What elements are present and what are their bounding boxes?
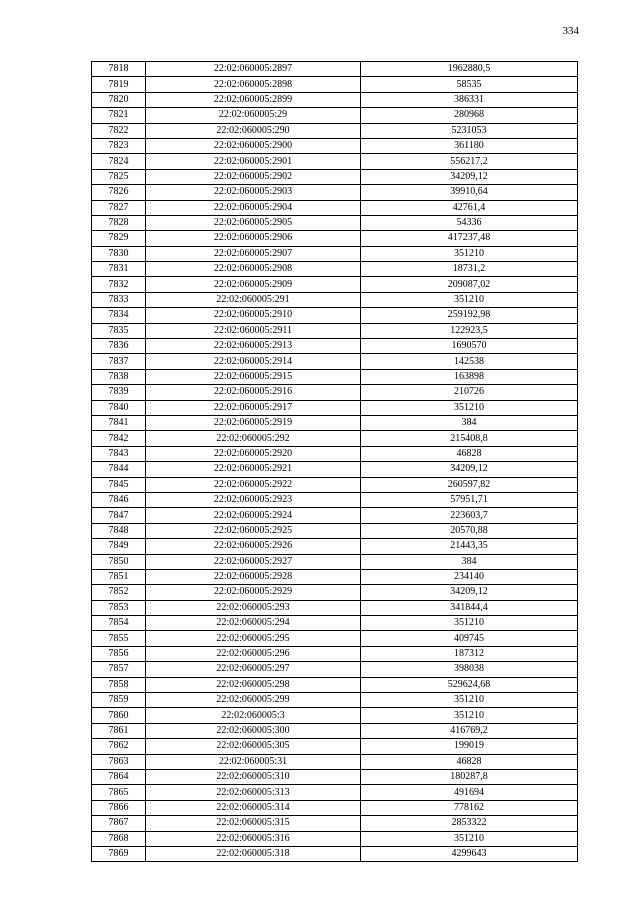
row-number-cell: 7833: [92, 292, 146, 307]
row-number-cell: 7818: [92, 62, 146, 77]
value-cell: 280968: [361, 108, 578, 123]
cadastral-number-cell: 22:02:060005:2900: [146, 138, 361, 153]
value-cell: 5231053: [361, 123, 578, 138]
table-row: [92, 277, 578, 292]
table-row: [92, 600, 578, 615]
row-number-cell: 7827: [92, 200, 146, 215]
row-number-cell: 7856: [92, 646, 146, 661]
row-number-cell: 7842: [92, 431, 146, 446]
value-cell: 351210: [361, 708, 578, 723]
table-row: [92, 369, 578, 384]
value-cell: 341844,4: [361, 600, 578, 615]
cadastral-number-cell: 22:02:060005:2899: [146, 92, 361, 107]
cadastral-number-cell: 22:02:060005:2924: [146, 508, 361, 523]
table-row: [92, 477, 578, 492]
cadastral-number-cell: 22:02:060005:290: [146, 123, 361, 138]
value-cell: 351210: [361, 292, 578, 307]
value-cell: 39910,64: [361, 185, 578, 200]
cadastral-number-cell: 22:02:060005:2903: [146, 185, 361, 200]
table-row: [92, 616, 578, 631]
table-row: [92, 308, 578, 323]
row-number-cell: 7826: [92, 185, 146, 200]
table-row: [92, 169, 578, 184]
cadastral-number-cell: 22:02:060005:2908: [146, 262, 361, 277]
value-cell: 416769,2: [361, 723, 578, 738]
cadastral-number-cell: 22:02:060005:2907: [146, 246, 361, 261]
row-number-cell: 7867: [92, 816, 146, 831]
cadastral-number-cell: 22:02:060005:293: [146, 600, 361, 615]
value-cell: 1962880,5: [361, 62, 578, 77]
row-number-cell: 7819: [92, 77, 146, 92]
table-row: [92, 631, 578, 646]
row-number-cell: 7843: [92, 446, 146, 461]
value-cell: 187312: [361, 646, 578, 661]
table-row: [92, 723, 578, 738]
cadastral-number-cell: 22:02:060005:315: [146, 816, 361, 831]
table-row: [92, 693, 578, 708]
cadastral-number-cell: 22:02:060005:2929: [146, 585, 361, 600]
value-cell: 417237,48: [361, 231, 578, 246]
cadastral-number-cell: 22:02:060005:318: [146, 846, 361, 861]
cadastral-number-cell: 22:02:060005:2915: [146, 369, 361, 384]
value-cell: 529624,68: [361, 677, 578, 692]
cadastral-number-cell: 22:02:060005:2902: [146, 169, 361, 184]
table-row: [92, 154, 578, 169]
cadastral-value-table: [91, 61, 578, 862]
row-number-cell: 7832: [92, 277, 146, 292]
table-row: [92, 769, 578, 784]
value-cell: 351210: [361, 400, 578, 415]
table-row: [92, 554, 578, 569]
cadastral-number-cell: 22:02:060005:292: [146, 431, 361, 446]
table-row: [92, 123, 578, 138]
cadastral-number-cell: 22:02:060005:2928: [146, 569, 361, 584]
cadastral-number-cell: 22:02:060005:300: [146, 723, 361, 738]
cadastral-number-cell: 22:02:060005:31: [146, 754, 361, 769]
row-number-cell: 7858: [92, 677, 146, 692]
cadastral-number-cell: 22:02:060005:2897: [146, 62, 361, 77]
value-cell: 42761,4: [361, 200, 578, 215]
cadastral-number-cell: 22:02:060005:2916: [146, 385, 361, 400]
value-cell: 209087,02: [361, 277, 578, 292]
row-number-cell: 7841: [92, 415, 146, 430]
row-number-cell: 7846: [92, 492, 146, 507]
cadastral-number-cell: 22:02:060005:29: [146, 108, 361, 123]
value-cell: 4299643: [361, 846, 578, 861]
row-number-cell: 7859: [92, 693, 146, 708]
row-number-cell: 7860: [92, 708, 146, 723]
row-number-cell: 7838: [92, 369, 146, 384]
table-row: [92, 292, 578, 307]
table-row: [92, 800, 578, 815]
cadastral-number-cell: 22:02:060005:295: [146, 631, 361, 646]
row-number-cell: 7852: [92, 585, 146, 600]
table-row: [92, 816, 578, 831]
table-row: [92, 215, 578, 230]
cadastral-number-cell: 22:02:060005:2911: [146, 323, 361, 338]
table-row: [92, 708, 578, 723]
table-row: [92, 492, 578, 507]
cadastral-number-cell: 22:02:060005:310: [146, 769, 361, 784]
value-cell: 351210: [361, 693, 578, 708]
cadastral-number-cell: 22:02:060005:297: [146, 662, 361, 677]
row-number-cell: 7836: [92, 339, 146, 354]
row-number-cell: 7862: [92, 739, 146, 754]
row-number-cell: 7863: [92, 754, 146, 769]
value-cell: 163898: [361, 369, 578, 384]
value-cell: 361180: [361, 138, 578, 153]
row-number-cell: 7828: [92, 215, 146, 230]
cadastral-number-cell: 22:02:060005:2905: [146, 215, 361, 230]
row-number-cell: 7857: [92, 662, 146, 677]
value-cell: 210726: [361, 385, 578, 400]
cadastral-number-cell: 22:02:060005:2927: [146, 554, 361, 569]
row-number-cell: 7830: [92, 246, 146, 261]
cadastral-number-cell: 22:02:060005:313: [146, 785, 361, 800]
cadastral-number-cell: 22:02:060005:2925: [146, 523, 361, 538]
cadastral-number-cell: 22:02:060005:2901: [146, 154, 361, 169]
table-row: [92, 231, 578, 246]
row-number-cell: 7851: [92, 569, 146, 584]
table-row: [92, 62, 578, 77]
value-cell: 215408,8: [361, 431, 578, 446]
table-row: [92, 739, 578, 754]
row-number-cell: 7847: [92, 508, 146, 523]
row-number-cell: 7865: [92, 785, 146, 800]
cadastral-number-cell: 22:02:060005:2910: [146, 308, 361, 323]
value-cell: 34209,12: [361, 169, 578, 184]
table-row: [92, 585, 578, 600]
cadastral-number-cell: 22:02:060005:2913: [146, 339, 361, 354]
value-cell: 384: [361, 415, 578, 430]
value-cell: 778162: [361, 800, 578, 815]
row-number-cell: 7869: [92, 846, 146, 861]
value-cell: 259192,98: [361, 308, 578, 323]
cadastral-number-cell: 22:02:060005:305: [146, 739, 361, 754]
row-number-cell: 7831: [92, 262, 146, 277]
row-number-cell: 7844: [92, 462, 146, 477]
table-row: [92, 539, 578, 554]
table-row: [92, 846, 578, 861]
cadastral-number-cell: 22:02:060005:296: [146, 646, 361, 661]
value-cell: 46828: [361, 446, 578, 461]
table-row: [92, 754, 578, 769]
cadastral-number-cell: 22:02:060005:2906: [146, 231, 361, 246]
cadastral-number-cell: 22:02:060005:2919: [146, 415, 361, 430]
cadastral-number-cell: 22:02:060005:316: [146, 831, 361, 846]
value-cell: 1690570: [361, 339, 578, 354]
cadastral-number-cell: 22:02:060005:291: [146, 292, 361, 307]
table-row: [92, 415, 578, 430]
value-cell: 18731,2: [361, 262, 578, 277]
cadastral-number-cell: 22:02:060005:2904: [146, 200, 361, 215]
value-cell: 34209,12: [361, 462, 578, 477]
row-number-cell: 7834: [92, 308, 146, 323]
row-number-cell: 7822: [92, 123, 146, 138]
table-row: [92, 246, 578, 261]
row-number-cell: 7829: [92, 231, 146, 246]
table-row: [92, 662, 578, 677]
row-number-cell: 7820: [92, 92, 146, 107]
table-body: [92, 62, 578, 862]
cadastral-number-cell: 22:02:060005:294: [146, 616, 361, 631]
table-row: [92, 92, 578, 107]
row-number-cell: 7853: [92, 600, 146, 615]
table-row: [92, 446, 578, 461]
value-cell: 21443,35: [361, 539, 578, 554]
page-number: 334: [562, 25, 579, 37]
row-number-cell: 7854: [92, 616, 146, 631]
cadastral-number-cell: 22:02:060005:2921: [146, 462, 361, 477]
table-row: [92, 400, 578, 415]
row-number-cell: 7855: [92, 631, 146, 646]
cadastral-number-cell: 22:02:060005:314: [146, 800, 361, 815]
value-cell: 351210: [361, 246, 578, 261]
row-number-cell: 7850: [92, 554, 146, 569]
row-number-cell: 7821: [92, 108, 146, 123]
row-number-cell: 7848: [92, 523, 146, 538]
cadastral-number-cell: 22:02:060005:298: [146, 677, 361, 692]
row-number-cell: 7849: [92, 539, 146, 554]
value-cell: 122923,5: [361, 323, 578, 338]
cadastral-number-cell: 22:02:060005:2914: [146, 354, 361, 369]
row-number-cell: 7845: [92, 477, 146, 492]
value-cell: 491694: [361, 785, 578, 800]
table-row: [92, 185, 578, 200]
value-cell: 2853322: [361, 816, 578, 831]
value-cell: 180287,8: [361, 769, 578, 784]
cadastral-number-cell: 22:02:060005:3: [146, 708, 361, 723]
row-number-cell: 7864: [92, 769, 146, 784]
value-cell: 54336: [361, 215, 578, 230]
table-row: [92, 677, 578, 692]
table-row: [92, 77, 578, 92]
table-row: [92, 462, 578, 477]
row-number-cell: 7861: [92, 723, 146, 738]
table-row: [92, 138, 578, 153]
table-row: [92, 339, 578, 354]
table-row: [92, 323, 578, 338]
value-cell: 556217,2: [361, 154, 578, 169]
table-row: [92, 831, 578, 846]
cadastral-number-cell: 22:02:060005:2923: [146, 492, 361, 507]
value-cell: 142538: [361, 354, 578, 369]
value-cell: 351210: [361, 831, 578, 846]
row-number-cell: 7825: [92, 169, 146, 184]
table-row: [92, 200, 578, 215]
value-cell: 46828: [361, 754, 578, 769]
row-number-cell: 7823: [92, 138, 146, 153]
cadastral-number-cell: 22:02:060005:299: [146, 693, 361, 708]
table-row: [92, 646, 578, 661]
row-number-cell: 7839: [92, 385, 146, 400]
cadastral-number-cell: 22:02:060005:2909: [146, 277, 361, 292]
value-cell: 234140: [361, 569, 578, 584]
value-cell: 199019: [361, 739, 578, 754]
value-cell: 398038: [361, 662, 578, 677]
value-cell: 260597,82: [361, 477, 578, 492]
value-cell: 223603,7: [361, 508, 578, 523]
cadastral-number-cell: 22:02:060005:2926: [146, 539, 361, 554]
value-cell: 409745: [361, 631, 578, 646]
value-cell: 386331: [361, 92, 578, 107]
table-row: [92, 108, 578, 123]
row-number-cell: 7824: [92, 154, 146, 169]
value-cell: 20570,88: [361, 523, 578, 538]
row-number-cell: 7866: [92, 800, 146, 815]
value-cell: 384: [361, 554, 578, 569]
table-row: [92, 431, 578, 446]
cadastral-number-cell: 22:02:060005:2922: [146, 477, 361, 492]
value-cell: 57951,71: [361, 492, 578, 507]
table-row: [92, 385, 578, 400]
value-cell: 351210: [361, 616, 578, 631]
row-number-cell: 7837: [92, 354, 146, 369]
value-cell: 34209,12: [361, 585, 578, 600]
row-number-cell: 7835: [92, 323, 146, 338]
table-row: [92, 569, 578, 584]
value-cell: 58535: [361, 77, 578, 92]
cadastral-number-cell: 22:02:060005:2898: [146, 77, 361, 92]
cadastral-number-cell: 22:02:060005:2917: [146, 400, 361, 415]
table-row: [92, 523, 578, 538]
table-row: [92, 508, 578, 523]
cadastral-number-cell: 22:02:060005:2920: [146, 446, 361, 461]
row-number-cell: 7868: [92, 831, 146, 846]
table-row: [92, 262, 578, 277]
table-row: [92, 785, 578, 800]
table-row: [92, 354, 578, 369]
row-number-cell: 7840: [92, 400, 146, 415]
